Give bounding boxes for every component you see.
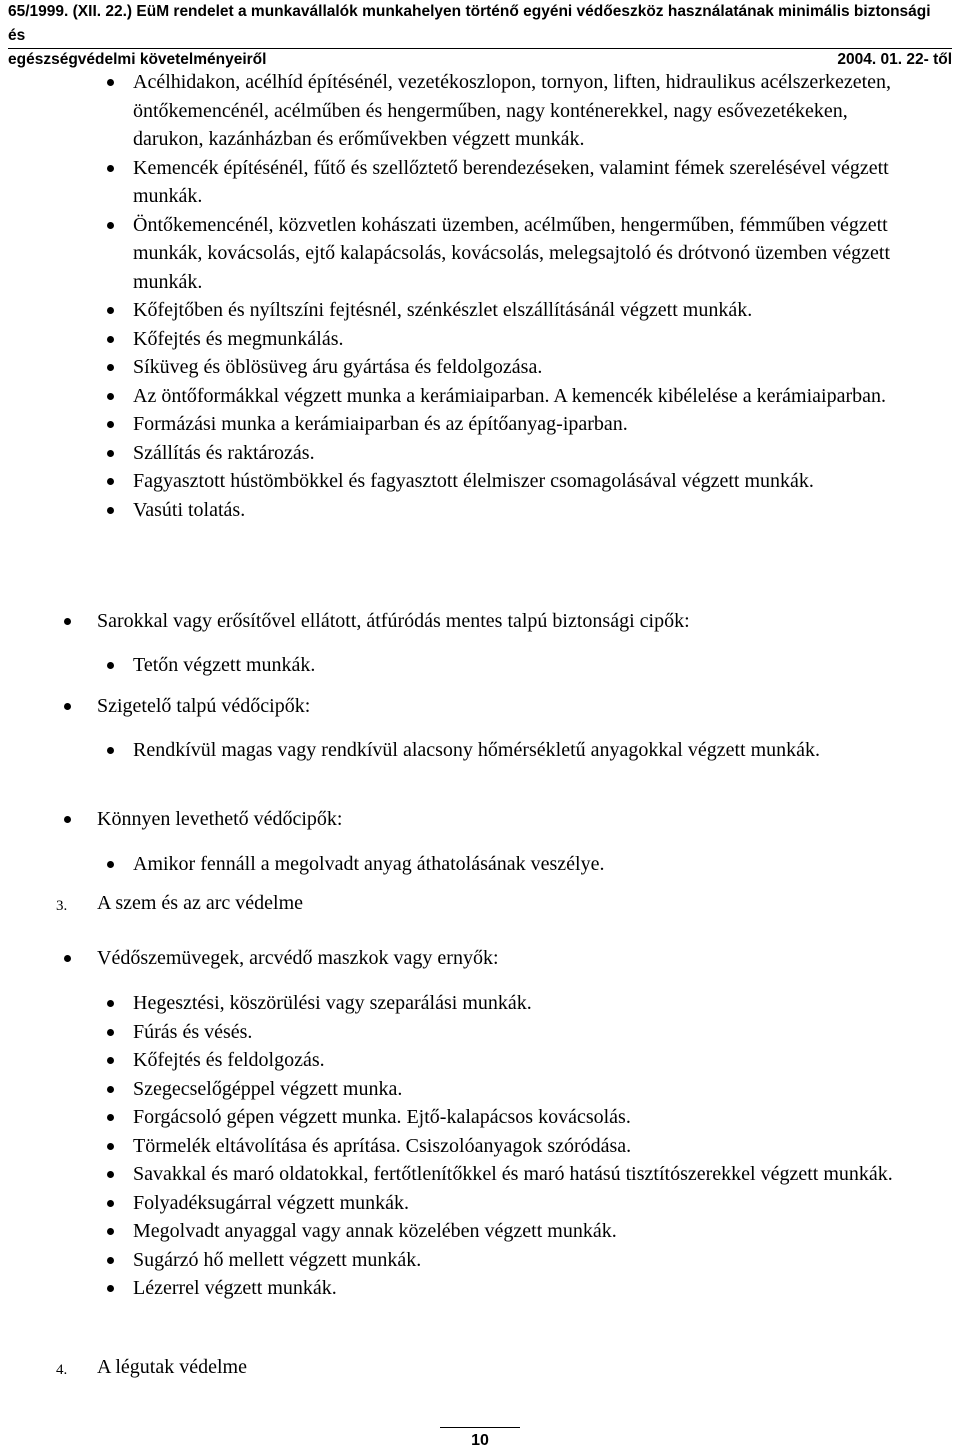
group-heading-konnyen: Könnyen levethető védőcipők:	[0, 805, 343, 833]
bullet-icon	[107, 1114, 114, 1121]
list-item: Lézerrel végzett munkák.	[0, 1274, 960, 1303]
bullet-icon	[107, 1029, 114, 1036]
bullet-icon	[107, 662, 114, 669]
list-item: Fúrás és vésés.	[0, 1018, 960, 1047]
bullet-icon	[64, 816, 71, 823]
bullet-icon	[64, 618, 71, 625]
section-3-heading	[0, 889, 303, 917]
konnyen-list	[0, 850, 960, 879]
group-heading-vedoszemuveg: Védőszemüvegek, arcvédő maszkok vagy ernyők:	[0, 944, 499, 972]
section-title: A szem és az arc védelme	[97, 892, 304, 914]
list-item: Az öntőformákkal végzett munka a kerámiaiparban. A kemencék kibélelése a kerámiaiparban.	[0, 382, 960, 411]
work-list	[0, 68, 960, 524]
list-item: Folyadéksugárral végzett munkák.	[0, 1189, 960, 1218]
bullet-icon	[107, 1000, 114, 1007]
group-heading-szigetelo: Szigetelő talpú védőcipők:	[0, 692, 310, 720]
list-item: Kőfejtés és feldolgozás.	[0, 1046, 960, 1075]
bullet-icon	[64, 703, 71, 710]
bullet-icon	[107, 393, 114, 400]
list-item: Acélhidakon, acélhíd építésénél, vezetékoszlopon, tornyon, liften, hidraulikus acélszerkezeten, öntőkemencénél, acélműben és hengerműben, nagy konténerekkel, nagy esővezetékeken, darukon, kazánházban és erőművekben végzett munkák.	[0, 68, 960, 154]
bullet-icon	[107, 478, 114, 485]
header-line-2-left: egészségvédelmi követelményeiről	[8, 51, 267, 68]
section-4-heading	[0, 1353, 247, 1381]
bullet-icon	[64, 955, 71, 962]
bullet-icon	[107, 747, 114, 754]
list-item: Forgácsoló gépen végzett munka. Ejtő-kalapácsos kovácsolás.	[0, 1103, 960, 1132]
bullet-icon	[107, 307, 114, 314]
list-item: Öntőkemencénél, közvetlen kohászati üzemben, acélműben, hengerműben, fémműben végzett munkák, kovácsolás, ejtő kalapácsolás, kovácsolás, melegsajtoló és drótvonó üzemben végzett munkák.	[0, 211, 960, 297]
bullet-icon	[107, 79, 114, 86]
bullet-icon	[107, 450, 114, 457]
list-item: Hegesztési, köszörülési vagy szeparálási munkák.	[0, 989, 960, 1018]
sarokkal-list	[0, 651, 960, 680]
list-item: Törmelék eltávolítása és aprítása. Csiszolóanyagok szóródása.	[0, 1132, 960, 1161]
list-item: Savakkal és maró oldatokkal, fertőtlenítőkkel és maró hatású tisztítószerekkel végzett munkák.	[0, 1160, 960, 1189]
list-item: Sugárzó hő mellett végzett munkák.	[0, 1246, 960, 1275]
header-date: 2004. 01. 22- től	[837, 51, 952, 68]
list-item: Vasúti tolatás.	[0, 496, 960, 525]
group-heading-sarokkal: Sarokkal vagy erősítővel ellátott, átfúródás mentes talpú biztonsági cipők:	[0, 607, 690, 635]
list-item: Szállítás és raktározás.	[0, 439, 960, 468]
bullet-icon	[107, 1171, 114, 1178]
page-header	[8, 0, 952, 72]
page-number: 10	[471, 1432, 489, 1449]
bullet-icon	[107, 1086, 114, 1093]
szigetelo-list	[0, 736, 960, 765]
bullet-icon	[107, 222, 114, 229]
bullet-icon	[107, 421, 114, 428]
header-divider	[8, 48, 952, 49]
vedoszemuveg-list	[0, 989, 960, 1303]
section-number: 3.	[56, 898, 68, 914]
header-line-1: 65/1999. (XII. 22.) EüM rendelet a munkavállalók munkahelyen történő egyéni védőeszköz használatának minimális biztonsági és	[8, 3, 931, 44]
list-item: Síküveg és öblösüveg áru gyártása és feldolgozása.	[0, 353, 960, 382]
footer-divider	[440, 1427, 520, 1428]
bullet-icon	[107, 1057, 114, 1064]
list-item: Amikor fennáll a megolvadt anyag áthatolásának veszélye.	[0, 850, 960, 879]
bullet-icon	[107, 1200, 114, 1207]
list-item: Szegecselőgéppel végzett munka.	[0, 1075, 960, 1104]
list-item: Tetőn végzett munkák.	[0, 651, 960, 680]
list-item: Kőfejtőben és nyíltszíni fejtésnél, szénkészlet elszállításánál végzett munkák.	[0, 296, 960, 325]
bullet-icon	[107, 336, 114, 343]
bullet-icon	[107, 165, 114, 172]
list-item: Kőfejtés és megmunkálás.	[0, 325, 960, 354]
list-item: Formázási munka a kerámiaiparban és az építőanyag-iparban.	[0, 410, 960, 439]
list-item: Fagyasztott hústömbökkel és fagyasztott élelmiszer csomagolásával végzett munkák.	[0, 467, 960, 496]
bullet-icon	[107, 1285, 114, 1292]
list-item: Megolvadt anyaggal vagy annak közelében végzett munkák.	[0, 1217, 960, 1246]
bullet-icon	[107, 1257, 114, 1264]
section-number: 4.	[56, 1362, 68, 1378]
list-item: Rendkívül magas vagy rendkívül alacsony hőmérsékletű anyagokkal végzett munkák.	[0, 736, 960, 765]
bullet-icon	[107, 364, 114, 371]
bullet-icon	[107, 1228, 114, 1235]
bullet-icon	[107, 507, 114, 514]
list-item: Kemencék építésénél, fűtő és szellőztető berendezéseken, valamint fémek szerelésével végzett munkák.	[0, 154, 960, 211]
bullet-icon	[107, 1143, 114, 1150]
bullet-icon	[107, 861, 114, 868]
section-title: A légutak védelme	[97, 1356, 247, 1378]
